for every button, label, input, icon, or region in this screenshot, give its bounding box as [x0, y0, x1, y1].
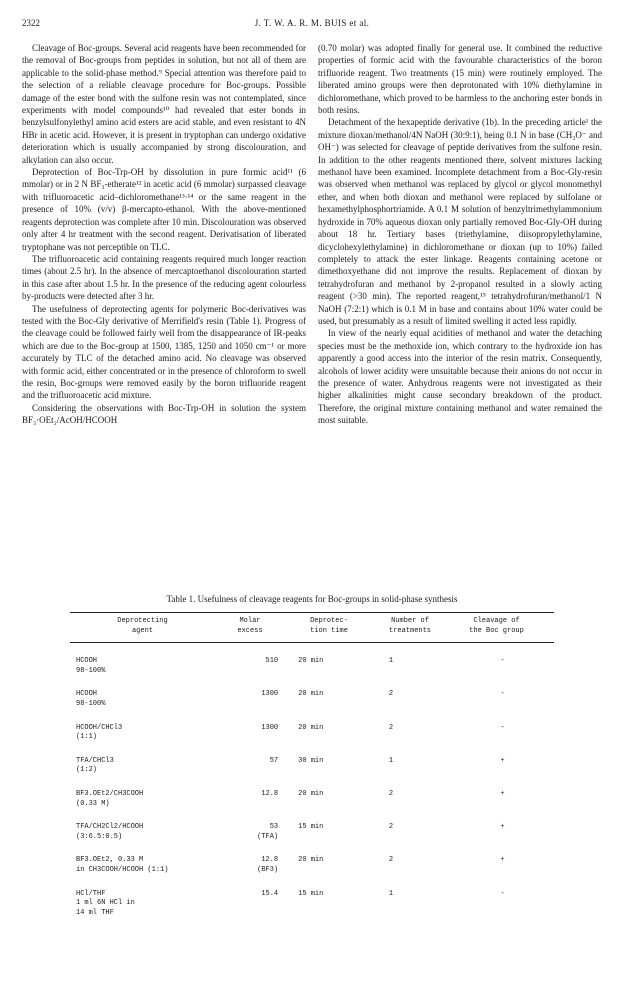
cell-agent: HCOOH/CHCl3 (1:1) [76, 723, 123, 742]
table-caption: Table 1. Usefulness of cleavage reagents for Boc-groups in solid-phase synthesis [166, 594, 458, 604]
cell-treatments: 2 [388, 789, 394, 798]
table-row [70, 842, 554, 875]
cell-treatments: 2 [388, 856, 394, 865]
cell-cleavage: - [500, 723, 505, 732]
cell-excess: 57 [269, 756, 279, 765]
running-title: J. T. W. A. R. M. BUIS et al. [254, 18, 370, 28]
cell-agent: HCOOH 98-100% [76, 657, 106, 675]
cell-treatments: 2 [388, 723, 394, 732]
cell-agent: HCl/THF 1 ml 6N HCl in 14 ml THF [76, 889, 135, 917]
cell-time: 20 min [298, 723, 324, 732]
cell-treatments: 2 [388, 823, 394, 832]
table-row [70, 876, 554, 919]
cleavage-reagents-table [70, 612, 554, 918]
cell-cleavage: - [500, 657, 505, 666]
cell-excess: 12.8 (BF3) [257, 856, 279, 874]
cell-treatments: 1 [388, 756, 394, 765]
cell-time: 20 min [298, 657, 324, 666]
paragraph: Detachment of the hexapeptide derivative (1b). In the preceding article¹ the mixture dioxan/methanol/4N NaOH (30:9:1), being 0.1 N in base (CH₃O⁻ and OH⁻) was selected for cleavage of peptide derivatives from the sulfone resin. In addition to the other reagents mentioned there, solvent mixtures lacking methanol have been examined. Incomplete detachment from a Boc-Gly-resin was observed when methanol was replaced by glycol or glycol monomethyl ether, and when both dioxan and methanol were replaced by sulfolane or hexamethylphosphortriamide. A 0.1 M solution of benzyltrimethylammonium hydroxide in 70% aqueous dioxan only partially removed Boc-Gly-OH during about 18 hr. Tertiary bases (triethylamine, diisopropylethylamine, dicyclohexylethylamine) in dichloromethane or dioxan (up to 10%) failed completely to attack the ester linkage. Reagents containing acetone or dimethoxyethane did not improve the results. Replacement of dioxan by tetrahydrofuran and methanol by 2-propanol resulted in a slowly acting reagent (>30 min). The reported reagent,¹⁵ tetrahydrofuran/methanol/1 N NaOH (7:2:1) which is 0.1 M in base and contains about 10% water could be used, but presumably as a result of limited swelling it acted less rapidly. [318, 117, 602, 326]
column-header: Molar excess [237, 617, 263, 635]
cell-cleavage: + [500, 756, 505, 765]
cell-time: 15 min [298, 889, 324, 898]
column-header: Deprotecting agent [117, 617, 168, 635]
paragraph: Deprotection of Boc-Trp-OH by dissolution in pure formic acid¹¹ (6 mmolar) or in 2 N BF₃-etherate¹² in acetic acid (6 mmolar) surpassed cleavage with trifluoroacetic acid–dichloromethane¹³·¹⁴ or the same reagent in the presence of 10% (v/v) β-mercapto-ethanol. With the above-mentioned reagents deprotection was complete after 10 min. Discolouration was observed only after 4 hr treatment with the second reagent. Derivatisation of liberated tryptophane was not perceptible on TLC. [22, 167, 306, 252]
cell-time: 15 min [298, 823, 324, 832]
table-row [70, 776, 554, 809]
paragraph: (0.70 molar) was adopted finally for general use. It combined the reductive properties of formic acid with the favourable characteristics of the boron trifluoride reagent. Two treatments (15 min) were routinely employed. The liberated amino groups were then deprotonated with 10% diethylamine in dichloromethane, which proved to be harmless to the anchoring ester bonds in both resins. [318, 43, 602, 116]
paragraph: In view of the nearly equal acidities of methanol and water the detaching species must be the methoxide ion, which contrary to the hydroxide ion has apparently a good access into the interior of the resin matrix. Consequently, alcohols of lower acidity were unsuitable because their anions do not occur in the presence of water. Anhydrous reagents were not investigated as their higher alkalinities might cause secondary breakdown of the product. Therefore, the original mixture containing methanol and water remained the most suitable. [318, 328, 602, 426]
table-row [70, 710, 554, 743]
paragraph: Cleavage of Boc-groups. Several acid reagents have been recommended for the removal of Boc-groups from peptides in solution, but not all of them are applicable to the solid-phase method.⁹ Special attention was therefore paid to the selection of a reliable cleavage procedure for Boc-groups. Possible damage of the ester bond with the sulfone resin was not contemplated, since experiments with model compounds¹⁰ had revealed that ester bonds in benzylsulfonylethyl amino acid esters are acid stable, and even resistant to 4N HBr in acetic acid. However, it is present in tryptophan can undergo oxidative deterioration which is usually accompanied by strong discolouration, and alkylation can also occur. [22, 43, 306, 165]
cell-agent: HCOOH 98-100% [76, 690, 106, 708]
left-column [22, 42, 306, 427]
cell-excess: 15.4 [261, 889, 279, 898]
cell-treatments: 1 [388, 889, 394, 898]
cell-time: 20 min [298, 789, 324, 798]
column-header: Cleavage of the Boc group [469, 617, 524, 635]
page-number: 2322 [22, 18, 40, 28]
cell-excess: 53 (TFA) [257, 823, 279, 841]
cell-cleavage: - [500, 690, 505, 699]
cell-time: 30 min [298, 756, 324, 765]
page-header [22, 18, 602, 32]
table-body [70, 643, 554, 918]
cell-excess: 510 [265, 657, 279, 666]
right-column [318, 42, 602, 427]
column-header: Deprotec- tion time [310, 617, 348, 635]
cell-treatments: 1 [388, 657, 394, 666]
cell-agent: BF3.OEt2/CH3COOH (0.33 M) [76, 789, 144, 808]
cell-excess: 1300 [261, 723, 279, 732]
table-row [70, 809, 554, 842]
cell-cleavage: + [500, 823, 505, 832]
table-header-row [70, 613, 554, 642]
cell-cleavage: + [500, 789, 505, 798]
paragraph: Considering the observations with Boc-Trp-OH in solution the system BF₃·OEt₂/AcOH/HCOOH [22, 402, 306, 426]
paragraph: The usefulness of deprotecting agents for polymeric Boc-derivatives was tested with the Boc-Gly derivative of Merrifield's resin (Table 1). Progress of the cleavage could be followed fairly well from the disappearance of IR-peaks which are due to the Boc-group at 1500, 1385, 1250 and 1050 cm⁻¹ or more accurately by TLC of the detached amino acid. No cleavage was observed with formic acid, either concentrated or in the presence of chloroform to swell the resin, Boc-groups were removed easily by the boron trifluoride reagent and the trifluoroacetic acid mixture. [22, 303, 306, 401]
cell-agent: TFA/CHCl3 (1:2) [76, 756, 114, 775]
cell-treatments: 2 [388, 690, 394, 699]
cell-agent: BF3.OEt2, 0.33 M in CH3COOH/HCOOH (1:1) [76, 856, 169, 874]
cell-excess: 12.8 [261, 789, 279, 798]
column-header: Number of treatments [388, 617, 431, 635]
cell-agent: TFA/CH2Cl2/HCOOH (3:6.5:0.5) [76, 823, 144, 841]
table-row [70, 743, 554, 776]
paragraph: The trifluoroacetic acid containing reagents required much longer reaction times (about 2.5 hr). In the absence of mercaptoethanol discolouration started in this case after about 1.5 hr. In the presence of the reducing agent colourless by-products were detected after 3 hr. [22, 253, 306, 302]
cell-excess: 1300 [261, 690, 279, 699]
cell-cleavage: - [500, 889, 505, 898]
cell-time: 20 min [298, 856, 324, 865]
table-row [70, 676, 554, 709]
table-row [70, 643, 554, 676]
cell-cleavage: + [500, 856, 505, 865]
cell-time: 20 min [298, 690, 324, 699]
